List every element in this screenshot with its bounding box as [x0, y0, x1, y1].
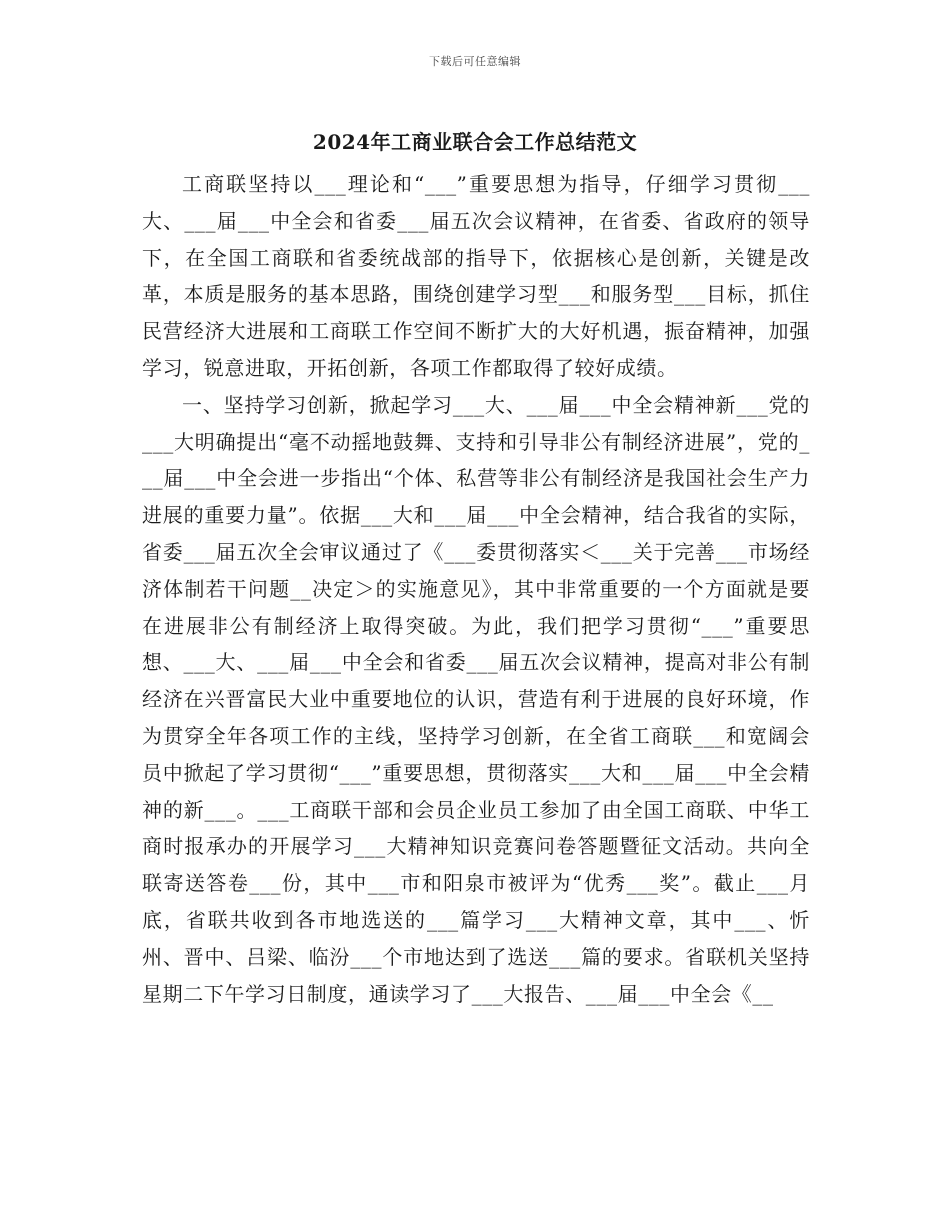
header-note: 下载后可任意编辑 — [429, 55, 521, 68]
paragraph-intro: 工商联坚持以___理论和“___”重要思想为指导，仔细学习贯彻___大、___届___中全会和省委___届五次会议精神，在省委、省政府的领导下，在全国工商联和省委统战部的指导下，依据核心是创新，关键是改革，本质是服务的基本思路，围绕创建学习型___和服务型___目标，抓住民营经济大进展和工商联工作空间不断扩大的大好机遇，振奋精神，加强学习，锐意进取，开拓创新，各项工作都取得了较好成绩。 — [142, 172, 810, 380]
paragraph-section-one: 一、坚持学习创新，掀起学习___大、___届___中全会精神新___党的___大明确提出“毫不动摇地鼓舞、支持和引导非公有制经济进展”，党的___届___中全会进一步指出“个体、私营等非公有制经济是我国社会生产力进展的重要力量”。依据___大和___届___中全会精神，结合我省的实际，省委___届五次全会审议通过了《___委贯彻落实＜___关于完善___市场经济体制若干问题__决定＞的实施意见》，其中非常重要的一个方面就是要在进展非公有制经济上取得突破。为此，我们把学习贯彻“___”重要思想、___大、___届___中全会和省委___届五次会议精神，提高对非公有制经济在兴晋富民大业中重要地位的认识，营造有利于进展的良好环境，作为贯穿全年各项工作的主线，坚持学习创新，在全省工商联___和宽阔会员中掀起了学习贯彻“___”重要思想，贯彻落实___大和___届___中全会精神的新___。___工商联干部和会员企业员工参加了由全国工商联、中华工商时报承办的开展学习___大精神知识竞赛问卷答题暨征文活动。共向全联寄送答卷___份，其中___市和阳泉市被评为“优秀___奖”。截止___月底，省联共收到各市地选送的___篇学习___大精神文章，其中___、忻州、晋中、吕梁、临汾___个市地达到了选送___篇的要求。省联机关坚持星期二下午学习日制度，通读学习了___大报告、___届___中全会《__ — [142, 392, 810, 1006]
document-title: 2024年工商业联合会工作总结范文 — [312, 130, 638, 154]
document-body — [142, 166, 810, 1012]
